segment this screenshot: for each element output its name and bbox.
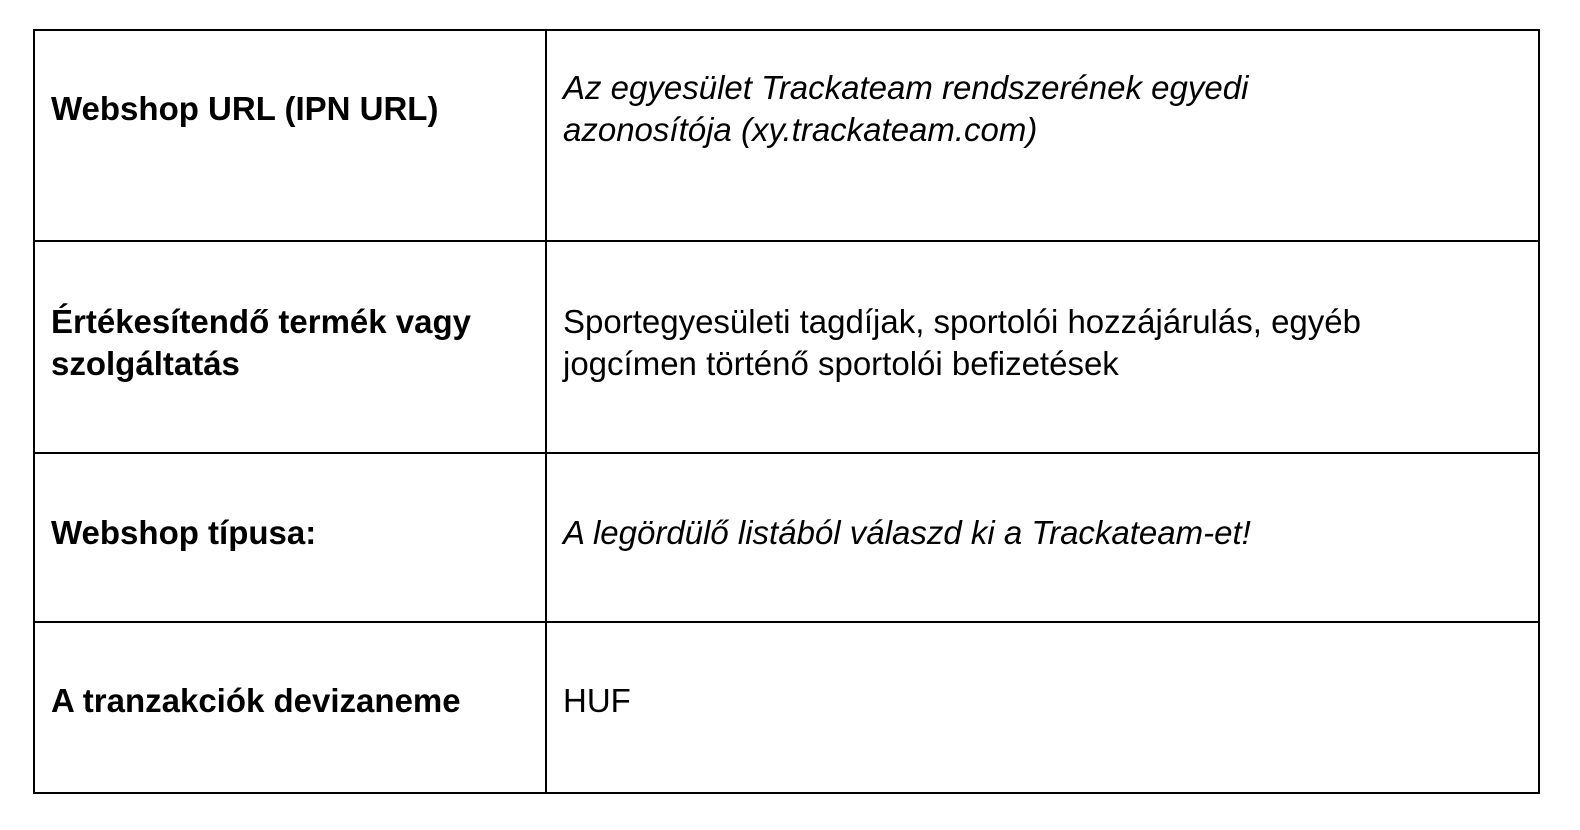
value-text-line: azonosítója (xy.trackateam.com) (563, 110, 1038, 148)
label-cell (34, 622, 546, 793)
value-text-line: Sportegyesületi tagdíjak, sportolói hozzájárulás, egyéb (563, 303, 1361, 340)
value-cell (546, 241, 1539, 453)
value-cell (546, 30, 1539, 241)
label-text-line: szolgáltatás (51, 345, 240, 382)
value-text: HUF (563, 681, 631, 719)
label-text-line: Értékesítendő termék vagy (51, 303, 472, 340)
value-cell (546, 453, 1539, 622)
value-cell (546, 622, 1539, 793)
label-text: A tranzakciók devizaneme (51, 681, 461, 719)
label-text: Webshop URL (IPN URL) (51, 89, 439, 127)
table-row (34, 241, 1539, 453)
label-cell (34, 453, 546, 622)
label-cell (34, 241, 546, 453)
info-table (33, 29, 1540, 794)
label-text: Webshop típusa: (51, 513, 317, 551)
table-row (34, 622, 1539, 793)
value-text-line: Az egyesület Trackateam rendszerének egyedi (563, 68, 1249, 106)
value-text-line: jogcímen történő sportolói befizetések (563, 345, 1119, 382)
table-row (34, 30, 1539, 241)
table-row (34, 453, 1539, 622)
label-cell (34, 30, 546, 241)
value-text: A legördülő listából válaszd ki a Trackateam-et! (563, 513, 1251, 551)
